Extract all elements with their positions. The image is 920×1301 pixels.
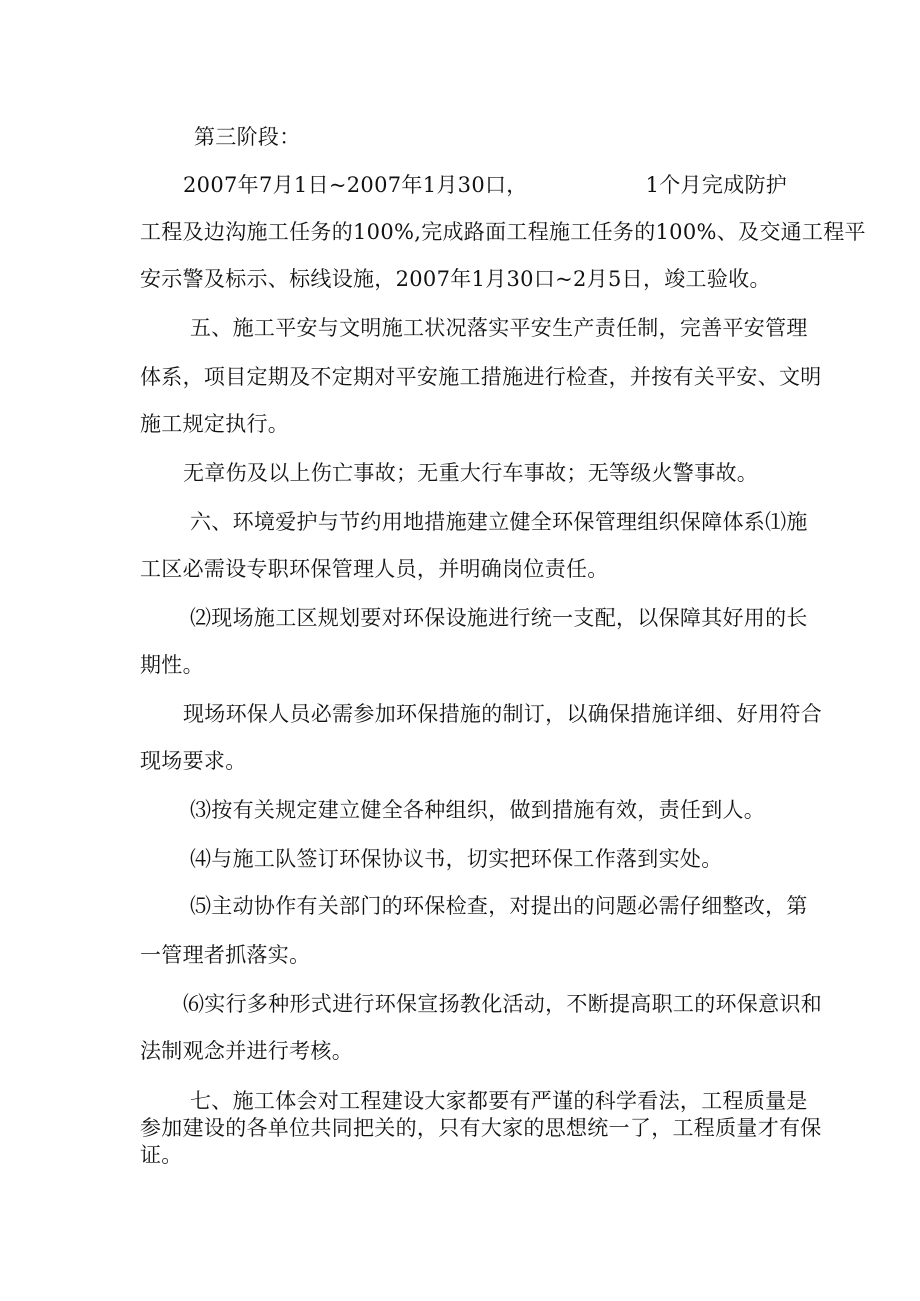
paragraph-line: 期性。 [140, 653, 204, 677]
paragraph-line: 体系，项目定期及不定期对平安施工措施进行检查，并按有关平安、文明 [140, 365, 822, 389]
section-six-line: 六、环境爱护与节约用地措施建立健全环保管理组织保障体系⑴施 [190, 510, 808, 534]
paragraph-line: 参加建设的各单位共同把关的，只有大家的思想统一了，工程质量才有保 [140, 1116, 822, 1140]
paragraph-line [183, 172, 787, 198]
paragraph-line: 施工规定执行。 [140, 412, 290, 436]
paragraph-line: 工程及边沟施工任务的100%,完成路面工程施工任务的100%、及交通工程平 [140, 220, 866, 244]
paragraph-line: 工区必需设专职环保管理人员，并明确岗位责任。 [140, 557, 609, 581]
paragraph-line: 安示警及标示、标线设施，2007年1月30口~2月5日，竣工验收。 [140, 267, 771, 291]
list-item-line: ⑵现场施工区规划要对环保设施进行统一支配，以保障其好用的长 [190, 606, 808, 630]
paragraph-line: 现场要求。 [140, 749, 247, 773]
duration-text: 1个月完成防护 [645, 173, 788, 197]
section-seven-line: 七、施工体会对工程建设大家都要有严谨的科学看法，工程质量是 [190, 1089, 808, 1113]
list-item-line: ⑶按有关规定建立健全各种组织，做到措施有效，责任到人。 [190, 798, 766, 822]
paragraph-line: 现场环保人员必需参加环保措施的制订，以确保措施详细、好用符合 [183, 702, 822, 726]
paragraph-line: 证。 [140, 1143, 183, 1167]
section-five-line: 五、施工平安与文明施工状况落实平安生产责任制，完善平安管理 [190, 316, 808, 340]
list-item-line: ⑸主动协作有关部门的环保检查，对提出的问题必需仔细整改，第 [190, 894, 808, 918]
paragraph-line: 无章伤及以上伤亡事故；无重大行车事故；无等级火警事故。 [183, 461, 759, 485]
stage-heading: 第三阶段： [194, 125, 301, 149]
paragraph-line: 法制观念并进行考核。 [140, 1039, 353, 1063]
paragraph-line: 一管理者抓落实。 [140, 943, 311, 967]
list-item-line: ⑹实行多种形式进行环保宣扬教化活动，不断提高职工的环保意识和 [183, 992, 822, 1016]
list-item-line: ⑷与施工队签订环保协议书，切实把环保工作落到实处。 [190, 847, 723, 871]
date-range-text: 2007年7月1日~2007年1月30口， [183, 173, 528, 197]
